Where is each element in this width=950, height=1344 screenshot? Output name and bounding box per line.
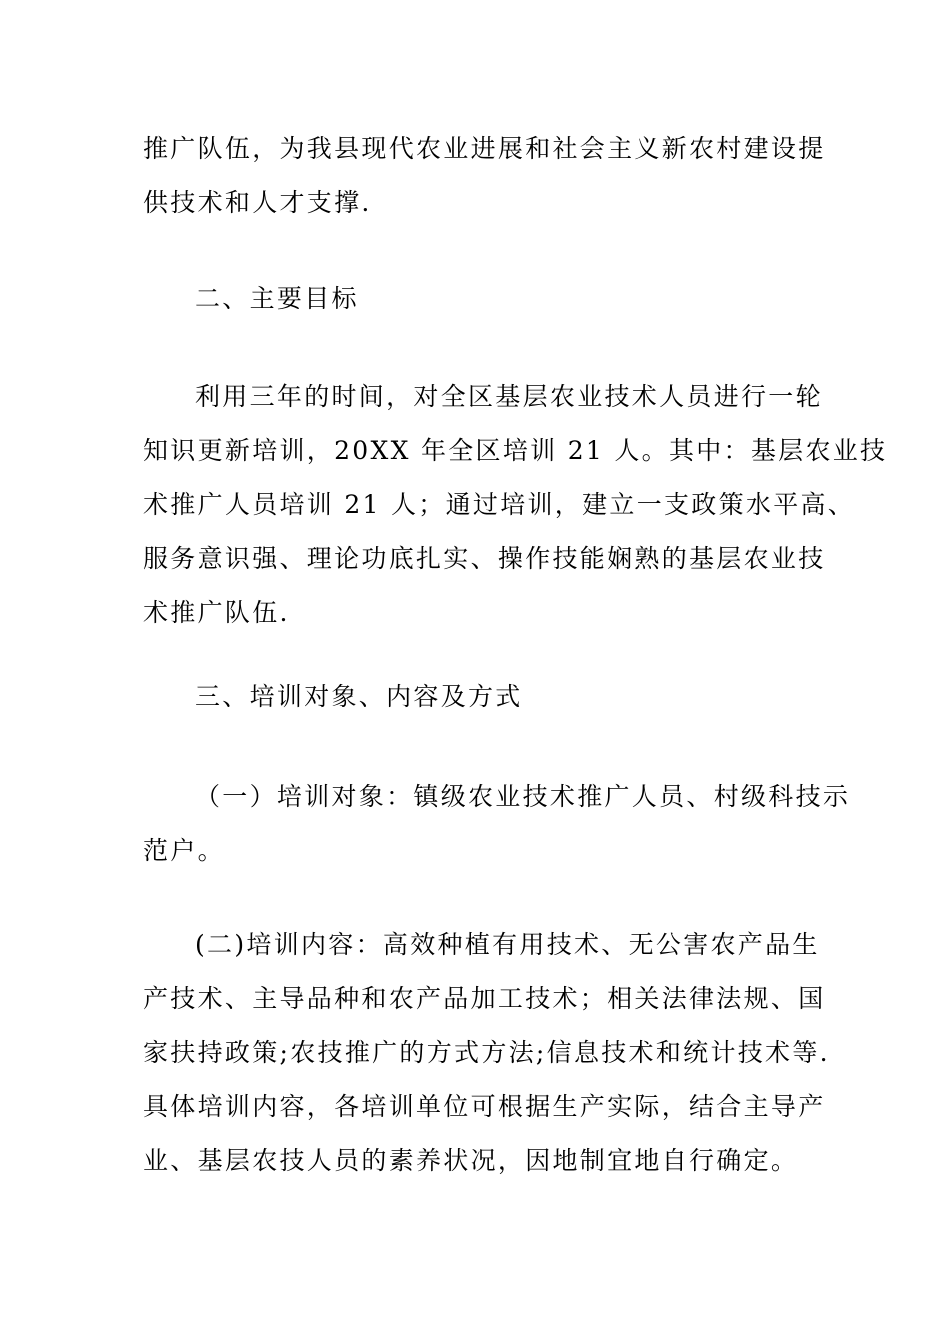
- text-line: （一）培训对象：镇级农业技术推广人员、村级科技示: [195, 782, 851, 811]
- text-line: 家扶持政策;农技推广的方式方法;信息技术和统计技术等.: [143, 1038, 830, 1067]
- text-line: 业、基层农技人员的素养状况，因地制宜地自行确定。: [143, 1146, 799, 1175]
- heading-text: 三、培训对象、内容及方式: [195, 682, 523, 711]
- text-line: (二)培训内容：高效种植有用技术、无公害农产品生: [195, 930, 820, 959]
- text-line: 利用三年的时间，对全区基层农业技术人员进行一轮: [195, 382, 823, 411]
- text-line: 供技术和人才支撑.: [143, 188, 372, 217]
- paragraph-goals: [143, 370, 888, 640]
- section-heading-training: [143, 670, 808, 724]
- paragraph-intro-continuation: [143, 122, 826, 230]
- heading-text: 二、主要目标: [195, 284, 359, 313]
- text-line: 具体培训内容，各培训单位可根据生产实际，结合主导产: [143, 1092, 826, 1121]
- text-line: 范户。: [143, 836, 225, 865]
- paragraph-training-content: [143, 918, 830, 1188]
- text-line: 产技术、主导品种和农产品加工技术；相关法律法规、国: [143, 984, 826, 1013]
- text-line: 术推广人员培训 21 人；通过培训，建立一支政策水平高、: [143, 490, 856, 519]
- text-line: 服务意识强、理论功底扎实、操作技能娴熟的基层农业技: [143, 544, 826, 573]
- text-line: 术推广队伍.: [143, 598, 290, 627]
- paragraph-training-target: [143, 770, 851, 878]
- text-line: 知识更新培训，20XX 年全区培训 21 人。其中：基层农业技: [143, 436, 888, 465]
- section-heading-main-goals: [143, 272, 808, 326]
- text-line: 推广队伍，为我县现代农业进展和社会主义新农村建设提: [143, 134, 826, 163]
